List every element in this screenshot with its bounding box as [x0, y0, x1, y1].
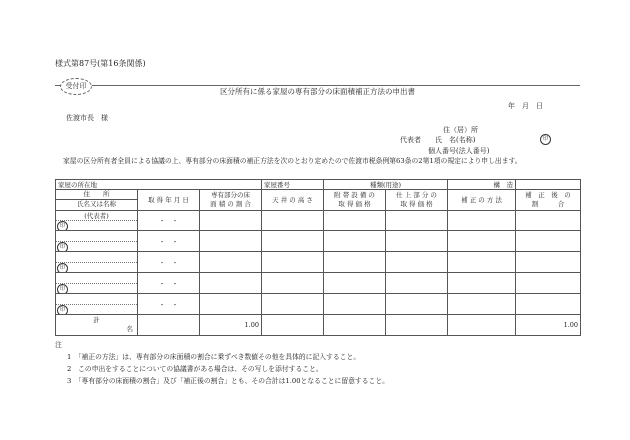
ceiling-height-cell[interactable]: [262, 294, 324, 315]
declaration-text: 家屋の区分所有者全員による協議の上、専有部分の床面積の補正方法を次のとおり定めたので佐渡市税条例第63条の2第1項の規定により申し出ます。: [63, 157, 522, 165]
seal-icon: 印: [57, 284, 68, 294]
total-floor-share: 1.00: [200, 315, 262, 336]
correction-method-cell[interactable]: [448, 273, 516, 294]
correction-method-header: 補 正 の 方 法: [448, 190, 516, 211]
acquisition-date-cell[interactable]: ・ ・: [138, 252, 200, 273]
equipment-cost-header-line1: 附 帯 設 備 の: [334, 191, 375, 200]
acquisition-date-cell[interactable]: ・ ・: [138, 273, 200, 294]
table-row: [56, 211, 581, 231]
ceiling-height-cell[interactable]: [262, 252, 324, 273]
ceiling-height-cell[interactable]: [262, 231, 324, 252]
correction-method-cell[interactable]: [448, 231, 516, 252]
floor-share-cell[interactable]: [200, 231, 262, 252]
floor-share-cell[interactable]: [200, 273, 262, 294]
owner-address-line: [56, 295, 137, 304]
owner-address-line: [56, 232, 137, 241]
notes-section: [55, 339, 389, 387]
owner-address-header: 住 所: [56, 190, 137, 200]
acquisition-date-cell[interactable]: ・ ・: [138, 231, 200, 252]
floor-share-cell[interactable]: [200, 294, 262, 315]
seal-icon: 印: [540, 134, 551, 145]
equipment-cost-cell[interactable]: [324, 231, 386, 252]
correction-method-cell[interactable]: [448, 252, 516, 273]
total-label-cell: [56, 315, 138, 336]
seal-icon: 印: [57, 263, 68, 273]
owner-name-line: [56, 241, 137, 251]
total-equipment-cell: [324, 315, 386, 336]
correction-method-cell[interactable]: [448, 211, 516, 231]
floor-share-header-line2: 面 積 の 割 合: [210, 200, 251, 209]
form-number: 様式第87号(第16条関係): [55, 59, 146, 68]
owner-name-line: [56, 220, 137, 230]
table-row: [56, 252, 581, 273]
finishing-cost-cell[interactable]: [386, 273, 448, 294]
acquisition-date-header: 取 得 年 月 日: [138, 190, 200, 211]
total-label-suffix: 名: [126, 325, 133, 334]
owner-name-header: 氏名又は名称: [77, 200, 116, 209]
finishing-cost-cell[interactable]: [386, 231, 448, 252]
owner-cell[interactable]: [56, 211, 138, 231]
type-use-label: 種類(用途): [324, 180, 448, 190]
seal-icon: 印: [57, 221, 68, 231]
address-label: 住（居）所: [443, 126, 478, 134]
corrected-ratio-cell[interactable]: [516, 252, 581, 273]
corrected-ratio-cell[interactable]: [516, 273, 581, 294]
floor-share-header-line1: 専有部分の床: [211, 191, 251, 200]
submission-date: 年 月 日: [508, 102, 543, 110]
correction-table: [55, 179, 581, 336]
seal-icon: 印: [57, 242, 68, 252]
total-row: [56, 315, 581, 336]
table-row: [56, 294, 581, 315]
house-number-label: 家屋番号: [262, 180, 324, 190]
notes-heading: 注: [55, 341, 62, 349]
table-row: [56, 231, 581, 252]
corrected-ratio-header-line2: 割 合: [531, 200, 565, 209]
owner-address-line: [56, 274, 137, 283]
total-label: 計: [93, 316, 100, 325]
finishing-cost-header-line2: 取 得 価 格: [400, 200, 433, 209]
corrected-ratio-cell[interactable]: [516, 231, 581, 252]
note-item: 2 この申出をすることについての協議書がある場合は、その写しを添付すること。: [67, 365, 323, 373]
equipment-cost-cell[interactable]: [324, 252, 386, 273]
representative-label: 代表者 氏 名(名称): [400, 136, 476, 144]
owner-name-line: [56, 304, 137, 314]
owner-name-line: [56, 283, 137, 293]
total-corrected-ratio: 1.00: [516, 315, 581, 336]
owner-name-line: [56, 262, 137, 272]
total-date-cell: [138, 315, 200, 336]
finishing-cost-header-line1: 仕 上 部 分 の: [396, 191, 437, 200]
table-row: [56, 273, 581, 294]
reception-stamp: 受付印: [60, 78, 92, 95]
seal-icon: 印: [57, 305, 68, 315]
equipment-cost-cell[interactable]: [324, 273, 386, 294]
total-method-cell: [448, 315, 516, 336]
corrected-ratio-cell[interactable]: [516, 294, 581, 315]
finishing-cost-header: [386, 190, 448, 211]
owner-cell[interactable]: [56, 294, 138, 315]
owner-header: [56, 190, 138, 211]
owner-cell[interactable]: [56, 252, 138, 273]
equipment-cost-header-line2: 取 得 価 格: [338, 200, 371, 209]
acquisition-date-cell[interactable]: ・ ・: [138, 211, 200, 231]
corrected-ratio-cell[interactable]: [516, 211, 581, 231]
owner-address-line: [56, 253, 137, 262]
acquisition-date-cell[interactable]: ・ ・: [138, 294, 200, 315]
finishing-cost-cell[interactable]: [386, 252, 448, 273]
corrected-ratio-header-line1: 補 正 後 の: [525, 191, 571, 200]
owner-cell[interactable]: [56, 273, 138, 294]
correction-method-cell[interactable]: [448, 294, 516, 315]
property-location-label: 家屋の所在地: [56, 180, 262, 190]
addressee: 佐渡市長 様: [66, 114, 108, 122]
corrected-ratio-header: [516, 190, 581, 211]
finishing-cost-cell[interactable]: [386, 211, 448, 231]
individual-number-label: 個人番号(法人番号): [428, 147, 490, 155]
representative-label: (代表者): [84, 211, 109, 220]
floor-share-header: [200, 190, 262, 211]
note-item: 1 「補正の方法」は、専有部分の床面積の割合に乗ずべき数値その他を具体的に記入すること。: [67, 353, 361, 361]
form-title: 区分所有に係る家屋の専有部分の床面積補正方法の申出書: [55, 85, 580, 98]
ceiling-height-cell[interactable]: [262, 273, 324, 294]
ceiling-height-header: 天 井 の 高 さ: [262, 190, 324, 211]
finishing-cost-cell[interactable]: [386, 294, 448, 315]
owner-cell[interactable]: [56, 231, 138, 252]
ceiling-height-cell[interactable]: [262, 211, 324, 231]
total-ceiling-cell: [262, 315, 324, 336]
equipment-cost-cell[interactable]: [324, 294, 386, 315]
note-item: 3 「専有部分の床面積の割合」及び「補正後の割合」とも、その合計は1.00となることに留意すること。: [67, 377, 389, 385]
floor-share-cell[interactable]: [200, 252, 262, 273]
equipment-cost-cell[interactable]: [324, 211, 386, 231]
structure-label: 構 造: [448, 180, 516, 190]
total-finishing-cell: [386, 315, 448, 336]
structure-value[interactable]: [516, 180, 581, 190]
equipment-cost-header: [324, 190, 386, 211]
floor-share-cell[interactable]: [200, 211, 262, 231]
